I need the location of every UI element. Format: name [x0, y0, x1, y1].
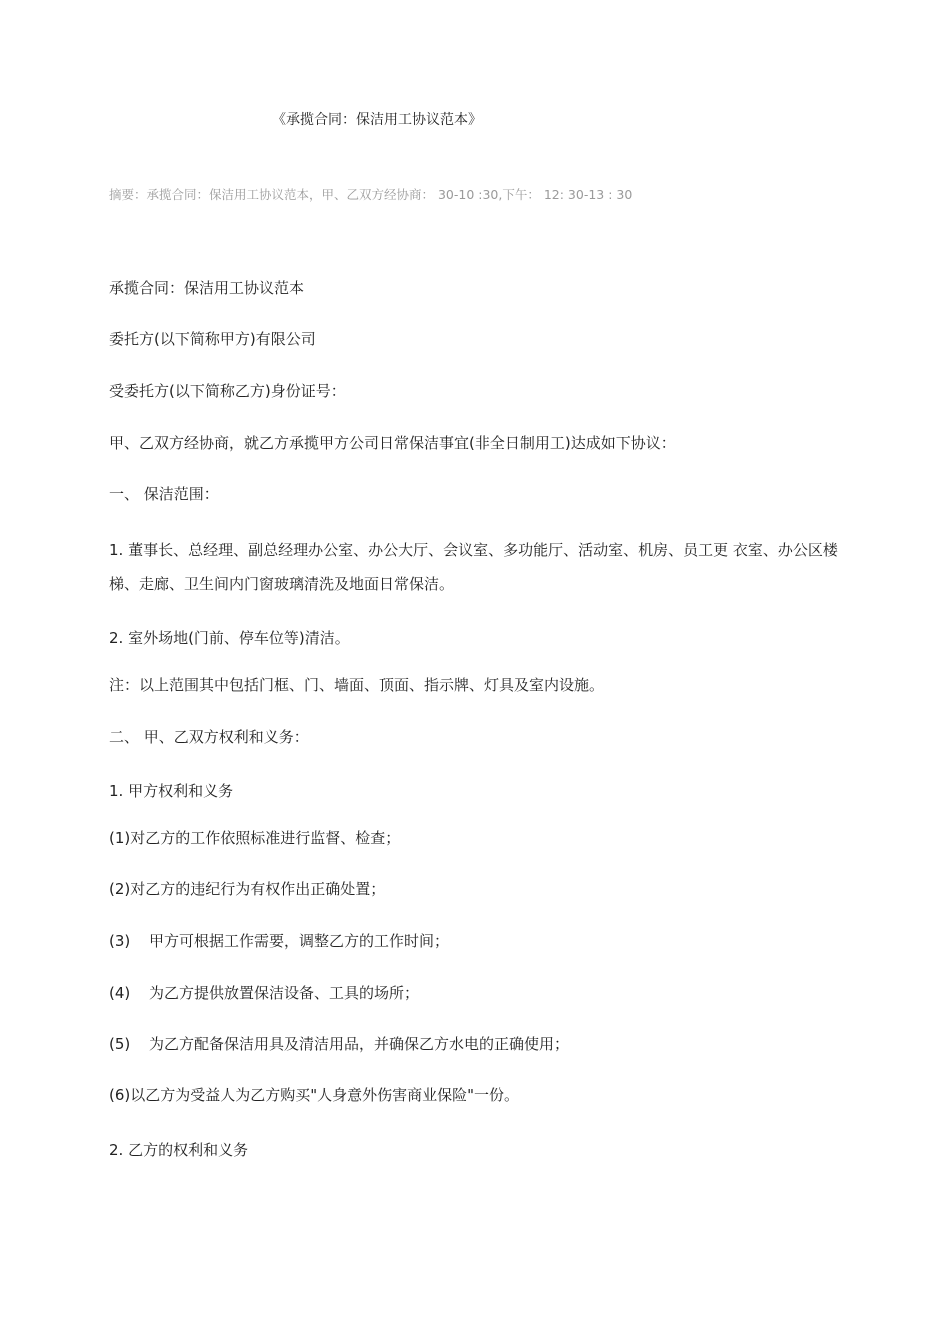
clause-a5-number: (5) — [109, 1035, 131, 1053]
contract-heading: 承揽合同：保洁用工协议范本 — [109, 279, 305, 297]
clause-a3 — [109, 931, 449, 951]
clause-a3-number: (3) — [109, 932, 131, 950]
section-2-sub-2: 2. 乙方的权利和义务 — [109, 1141, 249, 1159]
clause-a5 — [109, 1034, 569, 1054]
clause-a1: (1)对乙方的工作依照标准进行监督、检查； — [109, 829, 401, 847]
party-b-line: 受委托方(以下简称乙方)身份证号： — [109, 382, 346, 400]
section-2-sub-1: 1. 甲方权利和义务 — [109, 782, 234, 800]
clause-a3-text: 甲方可根据工作需要，调整乙方的工作时间； — [149, 932, 450, 950]
intro-paragraph: 甲、乙双方经协商，就乙方承揽甲方公司日常保洁事宜(非全日制用工)达成如下协议： — [109, 434, 676, 452]
document-summary: 摘要：承揽合同：保洁用工协议范本，甲、乙双方经协商： 30-10 :30,下午： 12: 30-13 : 30 — [109, 187, 633, 202]
section-1-item-1: 1. 董事长、总经理、副总经理办公室、办公大厅、会议室、多功能厅、活动室、机房、员工更 衣室、办公区楼梯、走廊、卫生间内门窗玻璃清洗及地面日常保洁。 — [109, 541, 838, 593]
clause-a2: (2)对乙方的违纪行为有权作出正确处置； — [109, 880, 386, 898]
section-1-item-2: 2. 室外场地(门前、停车位等)清洁。 — [109, 629, 350, 647]
section-1-heading: 一、 保洁范围： — [109, 485, 219, 503]
clause-a5-text: 为乙方配备保洁用具及清洁用品，并确保乙方水电的正确使用； — [149, 1035, 570, 1053]
party-a-line: 委托方(以下简称甲方)有限公司 — [109, 330, 316, 348]
document-title: 《承揽合同：保洁用工协议范本》 — [272, 112, 482, 128]
clause-a4-text: 为乙方提供放置保洁设备、工具的场所； — [149, 984, 420, 1002]
section-1-note: 注：以上范围其中包括门框、门、墙面、顶面、指示牌、灯具及室内设施。 — [109, 676, 605, 694]
clause-a4 — [109, 983, 419, 1003]
clause-a4-number: (4) — [109, 984, 131, 1002]
section-2-heading: 二、 甲、乙双方权利和义务： — [109, 728, 309, 746]
clause-a6: (6)以乙方为受益人为乙方购买"人身意外伤害商业保险"一份。 — [109, 1086, 520, 1104]
